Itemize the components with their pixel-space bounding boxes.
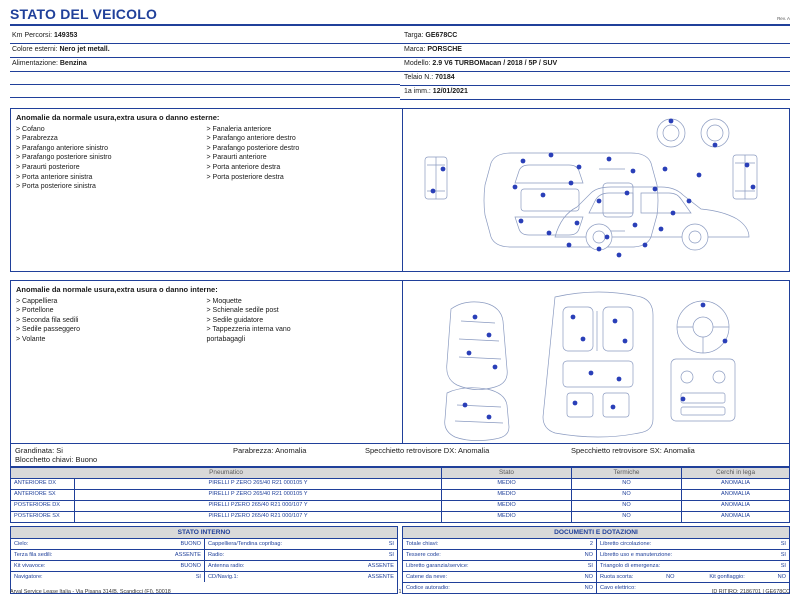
summary-grandinata: [15, 446, 233, 455]
list-item: > Porta anteriore sinistra: [16, 173, 93, 181]
field-value: ASSENTE: [174, 551, 201, 558]
list-item: > Volante: [16, 335, 46, 343]
field-kit-vivavoce: [11, 561, 204, 571]
field-cappelliera: [204, 539, 397, 549]
field-label: Ruota scorta:: [600, 573, 634, 580]
table-row: [403, 561, 789, 572]
interior-damage-col-1: [16, 297, 207, 345]
summary-specchietto-sx: [571, 446, 785, 455]
field-value: 2: [589, 540, 593, 547]
footer-page-number: 1: [398, 589, 402, 595]
summary-parabrezza: [233, 446, 365, 455]
list-item: > Cofano: [16, 125, 45, 133]
anomaly-summary: [10, 444, 790, 467]
tyre-cerchi: ANOMALIA: [682, 500, 790, 511]
field-value: BUONO: [180, 540, 201, 547]
table-row: [11, 500, 790, 511]
list-item: > Parafango anteriore destro: [206, 135, 296, 143]
field-label: Navigatore:: [14, 573, 43, 580]
summary-blocchetto-label: Blocchetto chiavi:: [15, 454, 74, 464]
field-value: ASSENTE: [367, 573, 394, 580]
vehicle-info: [10, 30, 790, 100]
tyre-stato: MEDIO: [442, 511, 572, 522]
info-row-km: [10, 30, 400, 44]
tyre-cerchi: ANOMALIA: [682, 489, 790, 500]
info-value-alimentazione: Benzina: [59, 60, 87, 68]
info-value-immatricolazione: 12/01/2021: [432, 88, 468, 96]
info-value-km: 149353: [54, 32, 78, 40]
field-value: SI: [587, 562, 593, 569]
revision-label: Rev. A: [777, 16, 790, 21]
tyres-header-stato: Stato: [442, 467, 572, 478]
field-totale-chiavi: [403, 539, 596, 549]
field-value: BUONO: [180, 562, 201, 569]
exterior-diagram-area: [403, 109, 789, 271]
info-row-immatricolazione: [400, 86, 790, 100]
summary-parabrezza-value: Anomalia: [275, 445, 307, 455]
info-label-km: Km Percorsi:: [12, 32, 53, 40]
field-value: NO: [584, 573, 593, 580]
list-item: > Sedile guidatore: [206, 316, 264, 324]
info-row-colore: [10, 44, 400, 58]
car-interior-diagram: [403, 281, 787, 443]
field-tessere-code: [403, 550, 596, 560]
field-libretto-uso-manutenzione: [596, 550, 789, 560]
tyre-stato: MEDIO: [442, 489, 572, 500]
exterior-damage-title: Anomalie da normale usura,extra usura o danno esterne:: [16, 112, 220, 122]
field-libretto-circolazione: [596, 539, 789, 549]
exterior-damage-col-1: [16, 125, 207, 192]
field-value: NO: [666, 573, 675, 580]
table-row: [403, 572, 789, 583]
info-label-modello: Modello:: [404, 60, 431, 68]
exterior-damage-col-2: [207, 125, 398, 192]
table-row: [11, 561, 397, 572]
summary-blocchetto: [11, 455, 789, 466]
table-row: [11, 511, 790, 522]
tyre-position: POSTERIORE DX: [11, 500, 75, 511]
field-label: Libretto circolazione:: [600, 540, 652, 547]
field-label: CD/Navig.1:: [208, 573, 239, 580]
list-item: > Parafango posteriore destro: [206, 144, 300, 152]
field-terza-fila-sedili: [11, 550, 204, 560]
list-item: > Porta posteriore destra: [206, 173, 284, 181]
tyres-header-pneumatico: Pneumatico: [11, 467, 442, 478]
field-label-kit-gonfiaggio: Kit gonfiaggio:: [709, 573, 745, 580]
field-label: Codice autoradio:: [406, 584, 450, 591]
tyre-position: POSTERIORE SX: [11, 511, 75, 522]
tyre-cerchi: ANOMALIA: [682, 478, 790, 489]
info-row-telaio: [400, 72, 790, 86]
interior-damage-title: Anomalie da normale usura,extra usura o danno interne:: [16, 284, 218, 294]
list-item: > Parabrezza: [16, 135, 58, 143]
field-radio: [204, 550, 397, 560]
field-label: Cavo elettrico:: [600, 584, 636, 591]
tyre-spec: PIRELLI P ZERO 265/40 R21 000105 Y: [75, 489, 442, 500]
info-value-telaio: 70184: [435, 74, 455, 82]
field-ruota-scorta: [596, 572, 789, 582]
summary-parabrezza-label: Parabrezza:: [233, 445, 274, 455]
field-value: ASSENTE: [367, 562, 394, 569]
field-label: Radio:: [208, 551, 225, 558]
table-row: [11, 550, 397, 561]
info-value-modello: 2.9 V6 TURBOMacan / 2018 / 5P / SUV: [432, 60, 558, 68]
summary-grandinata-value: Si: [56, 445, 63, 455]
page-title: STATO DEL VEICOLO: [10, 6, 158, 22]
info-label-telaio: Telaio N.:: [404, 74, 434, 82]
field-label: Terza fila sedili:: [14, 551, 53, 558]
stato-interno-title: STATO INTERNO: [11, 527, 397, 539]
field-label: Catene da neve:: [406, 573, 448, 580]
summary-specchietto-dx: [365, 446, 571, 455]
list-item: > Fanaleria anteriore: [206, 125, 272, 133]
tyre-termiche: NO: [572, 489, 682, 500]
info-row-marca: [400, 44, 790, 58]
table-row: [11, 572, 397, 582]
tyre-position: ANTERIORE DX: [11, 478, 75, 489]
field-label: Triangolo di emergenza:: [600, 562, 661, 569]
interior-damage-list: [11, 281, 403, 443]
exterior-damage-list: [11, 109, 403, 271]
table-row: [403, 550, 789, 561]
info-row-modello: [400, 58, 790, 72]
list-item: > Porta posteriore sinistra: [16, 183, 96, 191]
list-item: > Portellone: [16, 307, 54, 315]
field-label: Libretto uso e manutenzione:: [600, 551, 673, 558]
list-item: > Schienale sedile post: [206, 307, 279, 315]
list-item: > Sedile passeggero: [16, 326, 81, 334]
info-row-spacer-1: [10, 72, 400, 85]
table-row: [11, 478, 790, 489]
field-value: SI: [388, 551, 394, 558]
field-label: Antenna radio:: [208, 562, 245, 569]
documenti-dotazioni-panel: [402, 526, 790, 594]
field-cielo: [11, 539, 204, 549]
info-label-colore: Colore esterni:: [12, 46, 58, 54]
info-row-targa: [400, 30, 790, 44]
info-value-colore: Nero jet metall.: [59, 46, 110, 54]
list-item: > Paraurti posteriore: [16, 163, 80, 171]
tyre-stato: MEDIO: [442, 478, 572, 489]
field-label: Libretto garanzia/service:: [406, 562, 469, 569]
field-value: NO: [584, 584, 593, 591]
list-item: > Cappelliera: [16, 297, 58, 305]
summary-specchietto-dx-value: Anomalia: [457, 445, 490, 455]
tyres-table: [10, 467, 790, 523]
field-label: Totale chiavi:: [406, 540, 439, 547]
field-value: SI: [780, 540, 786, 547]
interior-diagram-area: [403, 281, 789, 443]
table-row: [11, 489, 790, 500]
info-label-alimentazione: Alimentazione:: [12, 60, 58, 68]
info-value-marca: PORSCHE: [427, 46, 462, 54]
info-row-spacer-2: [10, 85, 400, 98]
table-row: [11, 539, 397, 550]
title-divider: [10, 24, 790, 26]
tyres-table-header: [11, 467, 790, 478]
list-item: > Porta anteriore destra: [206, 163, 281, 171]
tyre-stato: MEDIO: [442, 500, 572, 511]
tyre-termiche: NO: [572, 511, 682, 522]
car-exterior-diagram: [403, 109, 787, 271]
summary-blocchetto-value: Buono: [75, 454, 98, 464]
field-label: Cielo:: [14, 540, 29, 547]
info-value-targa: GE678CC: [425, 32, 458, 40]
list-item: > Seconda fila sedili: [16, 316, 79, 324]
field-antenna-radio: [204, 561, 397, 571]
field-libretto-garanzia: [403, 561, 596, 571]
tyre-position: ANTERIORE SX: [11, 489, 75, 500]
field-catene-da-neve: [403, 572, 596, 582]
field-value: SI: [195, 573, 201, 580]
field-navigatore: [11, 572, 204, 582]
document-header: [10, 6, 790, 23]
info-label-marca: Marca:: [404, 46, 426, 54]
tyre-termiche: NO: [572, 500, 682, 511]
tyres-header-cerchi: Cerchi in lega: [682, 467, 790, 478]
vehicle-info-right: [400, 30, 790, 100]
field-value-kit-gonfiaggio: NO: [777, 573, 786, 580]
summary-specchietto-sx-label: Specchietto retrovisore SX:: [571, 445, 662, 455]
documenti-title: DOCUMENTI E DOTAZIONI: [403, 527, 789, 539]
footer-company: Arval Service Lease Italia - Via Pisana 314/B, Scandicci (FI), 50018: [10, 589, 171, 595]
vehicle-info-left: [10, 30, 400, 100]
info-row-alimentazione: [10, 58, 400, 72]
summary-specchietto-sx-value: Anomalia: [663, 445, 695, 455]
footer-ritiro-id: ID RITIRO: 2186701 | GE678CC: [711, 589, 790, 595]
summary-specchietto-dx-label: Specchietto retrovisore DX:: [365, 445, 457, 455]
tyres-header-termiche: Termiche: [572, 467, 682, 478]
field-label: Tessere code:: [406, 551, 441, 558]
info-label-targa: Targa:: [404, 32, 424, 40]
list-item: > Parafango anteriore sinistro: [16, 144, 109, 152]
field-triangolo-emergenza: [596, 561, 789, 571]
field-value: NO: [584, 551, 593, 558]
list-item: > Paraurti anteriore: [206, 154, 267, 162]
page-footer: [10, 589, 790, 595]
list-item: > Parafango posteriore sinistro: [16, 154, 112, 162]
tyre-spec: PIRELLI PZERO 265/40 R21 000/107 Y: [75, 511, 442, 522]
interior-damage-col-2: [207, 297, 398, 345]
field-value: SI: [780, 551, 786, 558]
list-item: > Moquette: [206, 297, 242, 305]
tyre-spec: PIRELLI PZERO 265/40 R21 000/107 Y: [75, 500, 442, 511]
list-item: > Tappezzeria interna vano portabagagli: [206, 326, 291, 343]
interior-damage-panel: [10, 280, 790, 444]
summary-grandinata-label: Grandinata:: [15, 445, 55, 455]
field-label: Kit vivavoce:: [14, 562, 46, 569]
exterior-damage-panel: [10, 108, 790, 272]
field-label: Cappelliera/Tendina copribag:: [208, 540, 283, 547]
field-value: SI: [388, 540, 394, 547]
field-value: SI: [780, 562, 786, 569]
table-row: [403, 539, 789, 550]
tyre-spec: PIRELLI P ZERO 265/40 R21 000105 Y: [75, 478, 442, 489]
tyre-termiche: NO: [572, 478, 682, 489]
stato-interno-panel: [10, 526, 398, 594]
field-cd-navig: [204, 572, 397, 582]
info-label-immatricolazione: 1a imm.:: [404, 88, 431, 96]
tyre-cerchi: ANOMALIA: [682, 511, 790, 522]
